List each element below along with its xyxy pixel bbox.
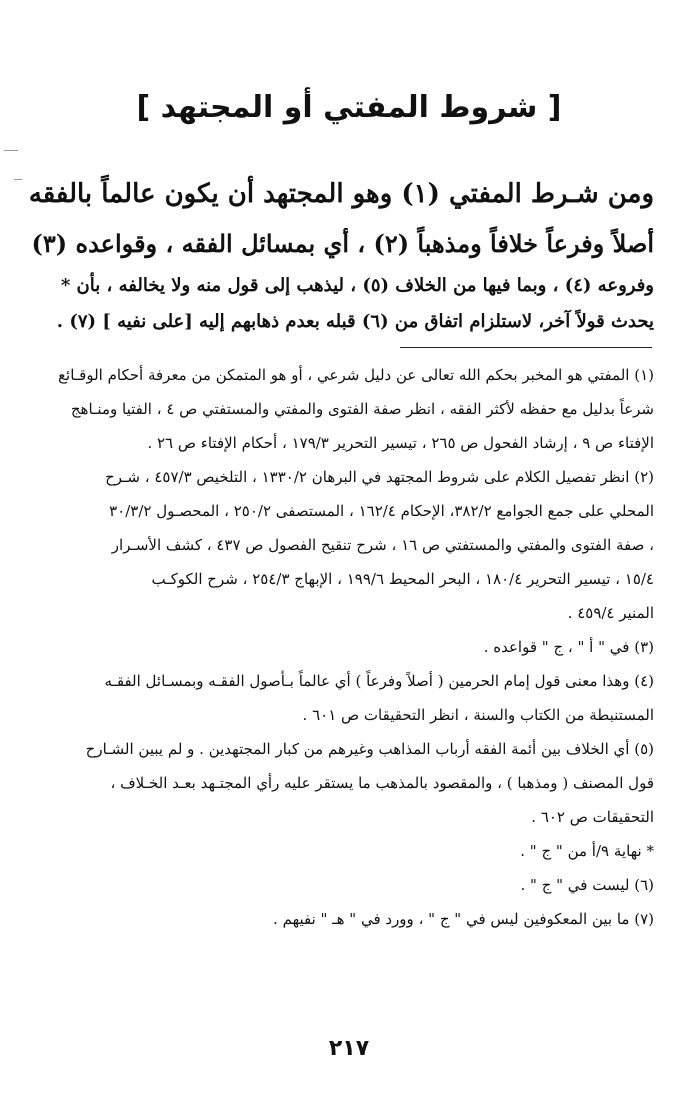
footnote-line: ١٥/٤ ، تيسير التحرير ١٨٠/٤ ، البحر المحيط ١٩٩/٦ ، الإبهاج ٢٥٤/٣ ، شرح الكوكـب [151,570,654,588]
margin-marks [4,150,24,208]
footnote-line: المنير ٤٥٩/٤ . [567,604,654,622]
margin-mark [4,150,18,151]
footnote-line: (٥) أي الخلاف بين أئمة الفقه أرباب المذاهب وغيرهم من كبار المجتهدين . و لم يبين الشـارح [85,740,654,758]
footnote-line: (٦) ليست في " ج " . [520,876,654,894]
main-text-line: أصلاً وفرعاً خلافاً ومذهباً (٢) ، أي بمسائل الفقه ، وقواعده (٣) [31,229,654,258]
footnote-line: المحلي على جمع الجوامع ٣٨٢/٢، الإحكام ١٦٢/٤ ، المستصفى ٢٥٠/٢ ، المحصـول ٣٠/٣/٢ [109,502,654,520]
main-text [28,168,654,340]
footnote-line: (١) المفتي هو المخبر بحكم الله تعالى عن دليل شرعي ، أو هو المتمكن من معرفة أحكام الوقـائع [58,366,654,384]
footnote-line: شرعاً بدليل مع حفظه لأكثر الفقه ، انظر صفة الفتوى والمفتي والمستفتي ص ٤ ، الفتيا ومنـاهج [70,400,654,418]
main-text-line: يحدث قولاً آخر، لاستلزام اتفاق من (٦) قبله بعدم ذهابهم إليه [على نفيه ] (٧) . [56,311,654,332]
footnote-line: ، صفة الفتوى والمفتي والمستفتي ص ١٦ ، شرح تنقيح الفصول ص ٤٣٧ ، كشف الأسـرار [111,536,654,554]
footnote-line: المستنبطة من الكتاب والسنة ، انظر التحقيقات ص ٦٠١ . [302,706,654,724]
footnote-line: قول المصنف ( ومذهبا ) ، والمقصود بالمذهب ما يستقر عليه رأي المجتـهد بعـد الخـلاف ، [110,774,654,792]
footnote-line: (٤) وهذا معنى قول إمام الحرمين ( أصلاً وفرعاً ) أي عالماً بـأصول الفقـه وبمسـائل الفقـه [104,672,654,690]
page-number: ٢١٧ [328,1036,370,1061]
main-text-line: وفروعه (٤) ، وبما فيها من الخلاف (٥) ، ليذهب إلى قول منه ولا يخالفه ، بأن * [60,275,654,296]
footnote-line: * نهاية ٩/أ من " ج " . [520,842,654,860]
footnote-line: التحقيقات ص ٦٠٢ . [531,808,654,826]
footnote-line: (٧) ما بين المعكوفين ليس في " ج " ، وورد في " هـ " نفيهم . [273,910,654,928]
footnote-line: (٣) في " أ " ، ج " قواعده . [483,638,654,656]
footnote-line: الإفتاء ص ٩ ، إرشاد الفحول ص ٢٦٥ ، تيسير التحرير ١٧٩/٣ ، أحكام الإفتاء ص ٢٦ . [147,434,654,452]
footnote-line: (٢) انظر تفصيل الكلام على شروط المجتهد في البرهان ١٣٣٠/٢ ، التلخيص ٤٥٧/٣ ، شـرح [105,468,654,486]
main-text-line: ومن شـرط المفتي (١) وهو المجتهد أن يكون عالماً بالفقه [28,179,654,209]
footnotes [58,358,654,936]
footnote-separator [400,347,652,348]
margin-mark [14,179,22,180]
page-title: [ شروط المفتي أو المجتهد ] [136,90,562,125]
